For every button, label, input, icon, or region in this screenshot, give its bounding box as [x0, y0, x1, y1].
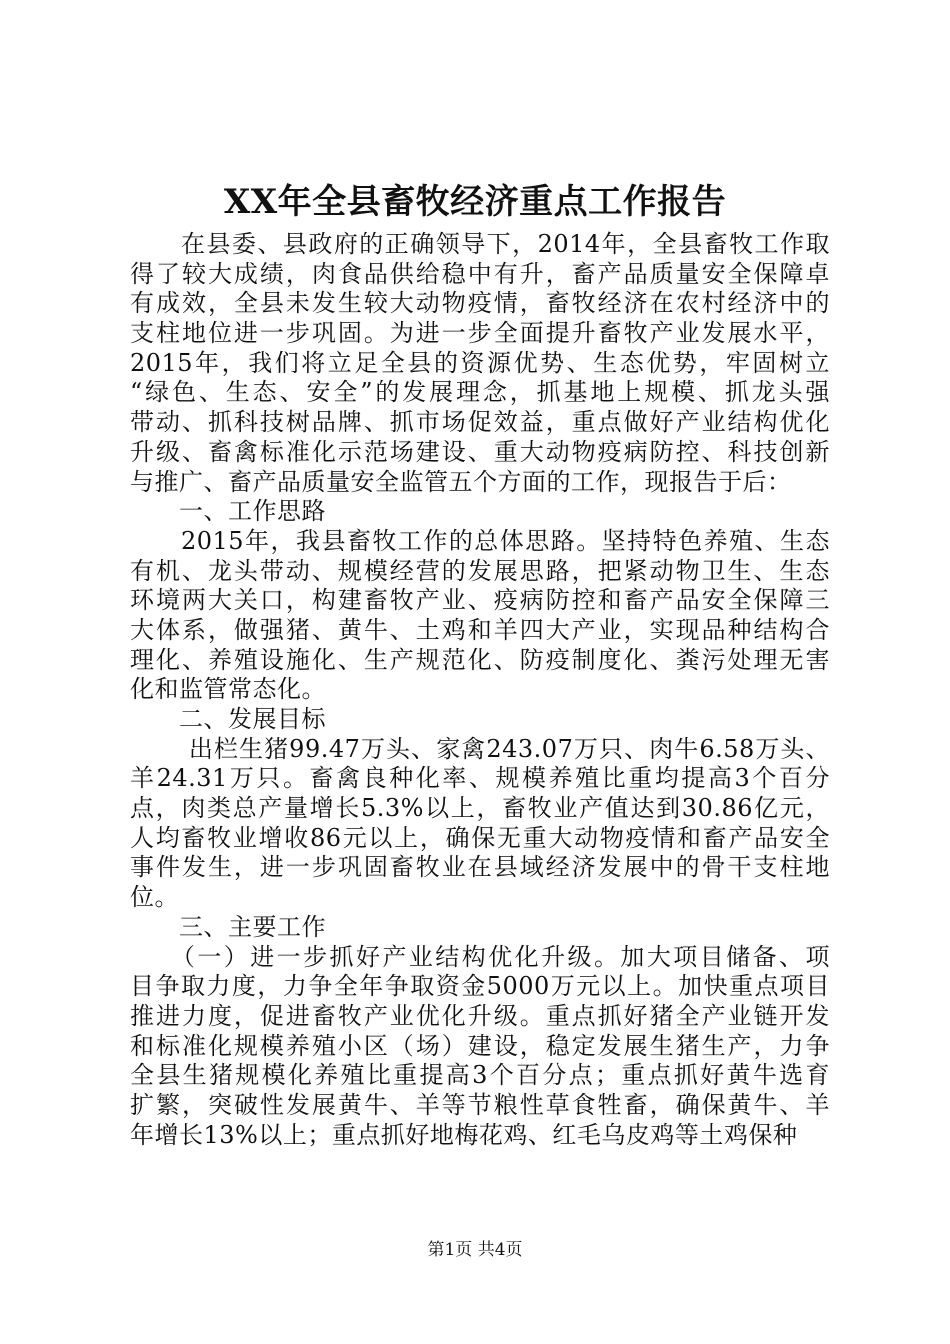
paragraph — [130, 735, 830, 913]
text-line: 支柱地位进一步巩固。为进一步全面提升畜牧产业发展水平， — [130, 319, 830, 348]
text-line: （一）进一步抓好产业结构优化升级。加大项目储备、项 — [130, 942, 830, 971]
paragraph — [130, 230, 830, 497]
text-line: “绿色、生态、安全”的发展理念，抓基地上规模、抓龙头强 — [130, 378, 830, 407]
text-line: 目争取力度，力争全年争取资金5000万元以上。加快重点项目 — [130, 972, 830, 1001]
text-line: 三、主要工作 — [130, 912, 326, 941]
text-line: 位。 — [130, 883, 179, 912]
text-line: 与推广、畜产品质量安全监管五个方面的工作，现报告于后： — [130, 467, 792, 496]
text-line: 大体系，做强猪、黄牛、土鸡和羊四大产业，实现品种结构合 — [130, 615, 830, 644]
text-line: 一、工作思路 — [130, 497, 326, 526]
paragraph — [130, 943, 830, 1151]
document-title: XX年全县畜牧经济重点工作报告 — [223, 182, 727, 222]
paragraph — [130, 527, 830, 705]
paragraph — [130, 913, 830, 943]
text-line: 有成效，全县未发生较大动物疫情，畜牧经济在农村经济中的 — [130, 289, 830, 318]
page-footer: 第1页 共4页 — [427, 1240, 523, 1260]
paragraph — [130, 705, 830, 735]
text-line: 化和监管常态化。 — [130, 675, 326, 704]
text-line: 2015年，我们将立足全县的资源优势、生态优势，牢固树立 — [130, 348, 830, 377]
text-line: 环境两大关口，构建畜牧产业、疫病防控和畜产品安全保障三 — [130, 586, 830, 615]
text-line: 羊24.31万只。畜禽良种化率、规模养殖比重均提高3个百分 — [130, 764, 830, 793]
text-line: 人均畜牧业增收86元以上，确保无重大动物疫情和畜产品安全 — [130, 823, 830, 852]
text-line: 扩繁，突破性发展黄牛、羊等节粮性草食牲畜，确保黄牛、羊 — [130, 1090, 830, 1119]
text-line: 推进力度，促进畜牧产业优化升级。重点抓好猪全产业链开发 — [130, 1001, 830, 1030]
text-line: 升级、畜禽标准化示范场建设、重大动物疫病防控、科技创新 — [130, 437, 830, 466]
document-body — [130, 230, 830, 1150]
text-line: 全县生猪规模化养殖比重提高3个百分点；重点抓好黄牛选育 — [130, 1061, 830, 1090]
text-line: 点，肉类总产量增长5.3%以上，畜牧业产值达到30.86亿元， — [130, 794, 830, 823]
text-line: 带动、抓科技树品牌、抓市场促效益，重点做好产业结构优化 — [130, 408, 830, 437]
paragraph — [130, 497, 830, 527]
text-line: 有机、龙头带动、规模经营的发展思路，把紧动物卫生、生态 — [130, 556, 830, 585]
text-line: 年增长13%以上；重点抓好地梅花鸡、红毛乌皮鸡等土鸡保种 — [130, 1120, 798, 1149]
text-line: 在县委、县政府的正确领导下，2014年，全县畜牧工作取 — [130, 230, 830, 258]
text-line: 出栏生猪99.47万头、家禽243.07万只、肉牛6.58万头、 — [130, 734, 830, 763]
text-line: 理化、养殖设施化、生产规范化、防疫制度化、粪污处理无害 — [130, 645, 830, 674]
text-line: 和标准化规模养殖小区（场）建设，稳定发展生猪生产，力争 — [130, 1031, 830, 1060]
text-line: 得了较大成绩，肉食品供给稳中有升，畜产品质量安全保障卓 — [130, 259, 830, 288]
text-line: 事件发生，进一步巩固畜牧业在县域经济发展中的骨干支柱地 — [130, 853, 830, 882]
text-line: 2015年，我县畜牧工作的总体思路。坚持特色养殖、生态 — [130, 526, 830, 555]
text-line: 二、发展目标 — [130, 705, 326, 733]
